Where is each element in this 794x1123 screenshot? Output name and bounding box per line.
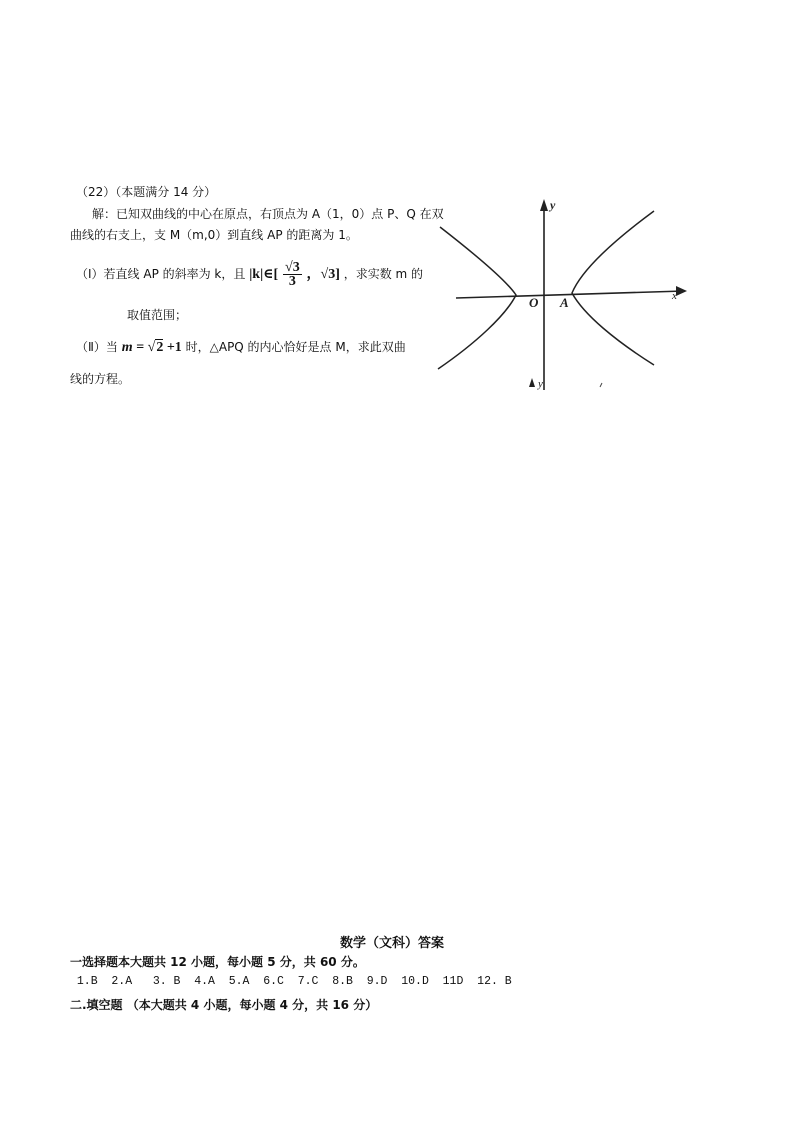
part1-suffix: ，求实数 m 的 xyxy=(343,267,424,281)
label-y-bottom: y xyxy=(538,378,543,390)
answers-section1-title: 一选择题本大题共 12 小题，每小题 5 分，共 60 分。 xyxy=(70,955,365,969)
bottom-arrow-mark xyxy=(529,378,535,387)
part1-frac-den: 3 xyxy=(288,273,296,289)
hyperbola-figure xyxy=(436,195,691,395)
label-y: y xyxy=(550,198,556,212)
part1-line xyxy=(76,256,423,292)
part2-plus: +1 xyxy=(163,340,182,355)
problem-intro-line2: 曲线的右支上，支 M（m,0）到直线 AP 的距离为 1。 xyxy=(70,228,358,242)
scan-speck xyxy=(600,383,602,387)
label-x: x xyxy=(672,290,677,302)
label-a: A xyxy=(560,295,569,310)
part1-line2: 取值范围； xyxy=(127,308,188,322)
part2-line: （Ⅱ）当 m = √2 +1 时，△APQ 的内心恰好是点 M，求此双曲 xyxy=(76,340,406,355)
problem-number: （22）（本题满分 14 分） xyxy=(76,185,217,199)
part1-fraction xyxy=(283,261,302,289)
problem-intro-line1: 解：已知双曲线的中心在原点，右顶点为 A（1，0）点 P、Q 在双 xyxy=(92,207,444,221)
part2-line2: 线的方程。 xyxy=(70,372,131,386)
answers-section2-title: 二.填空题 （本大题共 4 小题，每小题 4 分，共 16 分） xyxy=(70,998,378,1012)
part1-prefix: （Ⅰ）若直线 AP 的斜率为 k，且 xyxy=(76,267,246,281)
part1-frac-num: √3 xyxy=(285,259,300,275)
part2-sqrt: 2 xyxy=(156,340,164,355)
x-axis xyxy=(456,291,684,298)
y-axis-arrow xyxy=(540,199,548,211)
part2-prefix: （Ⅱ）当 xyxy=(76,340,118,354)
part2-m-eq: m = xyxy=(121,340,148,355)
answers-section1-list: 1.B 2.A 3. B 4.A 5.A 6.C 7.C 8.B 9.D 10.D 11D 12. B xyxy=(70,975,512,988)
label-origin: O xyxy=(529,295,539,310)
answers-title: 数学（文科）答案 xyxy=(340,936,445,951)
x-axis-arrow xyxy=(676,286,687,296)
part1-mid: ，√3] xyxy=(306,267,340,282)
part2-suffix: 时，△APQ 的内心恰好是点 M，求此双曲 xyxy=(185,340,406,354)
hyperbola-right-branch xyxy=(572,211,654,365)
part1-abs-k: |k|∈[ xyxy=(249,267,279,282)
